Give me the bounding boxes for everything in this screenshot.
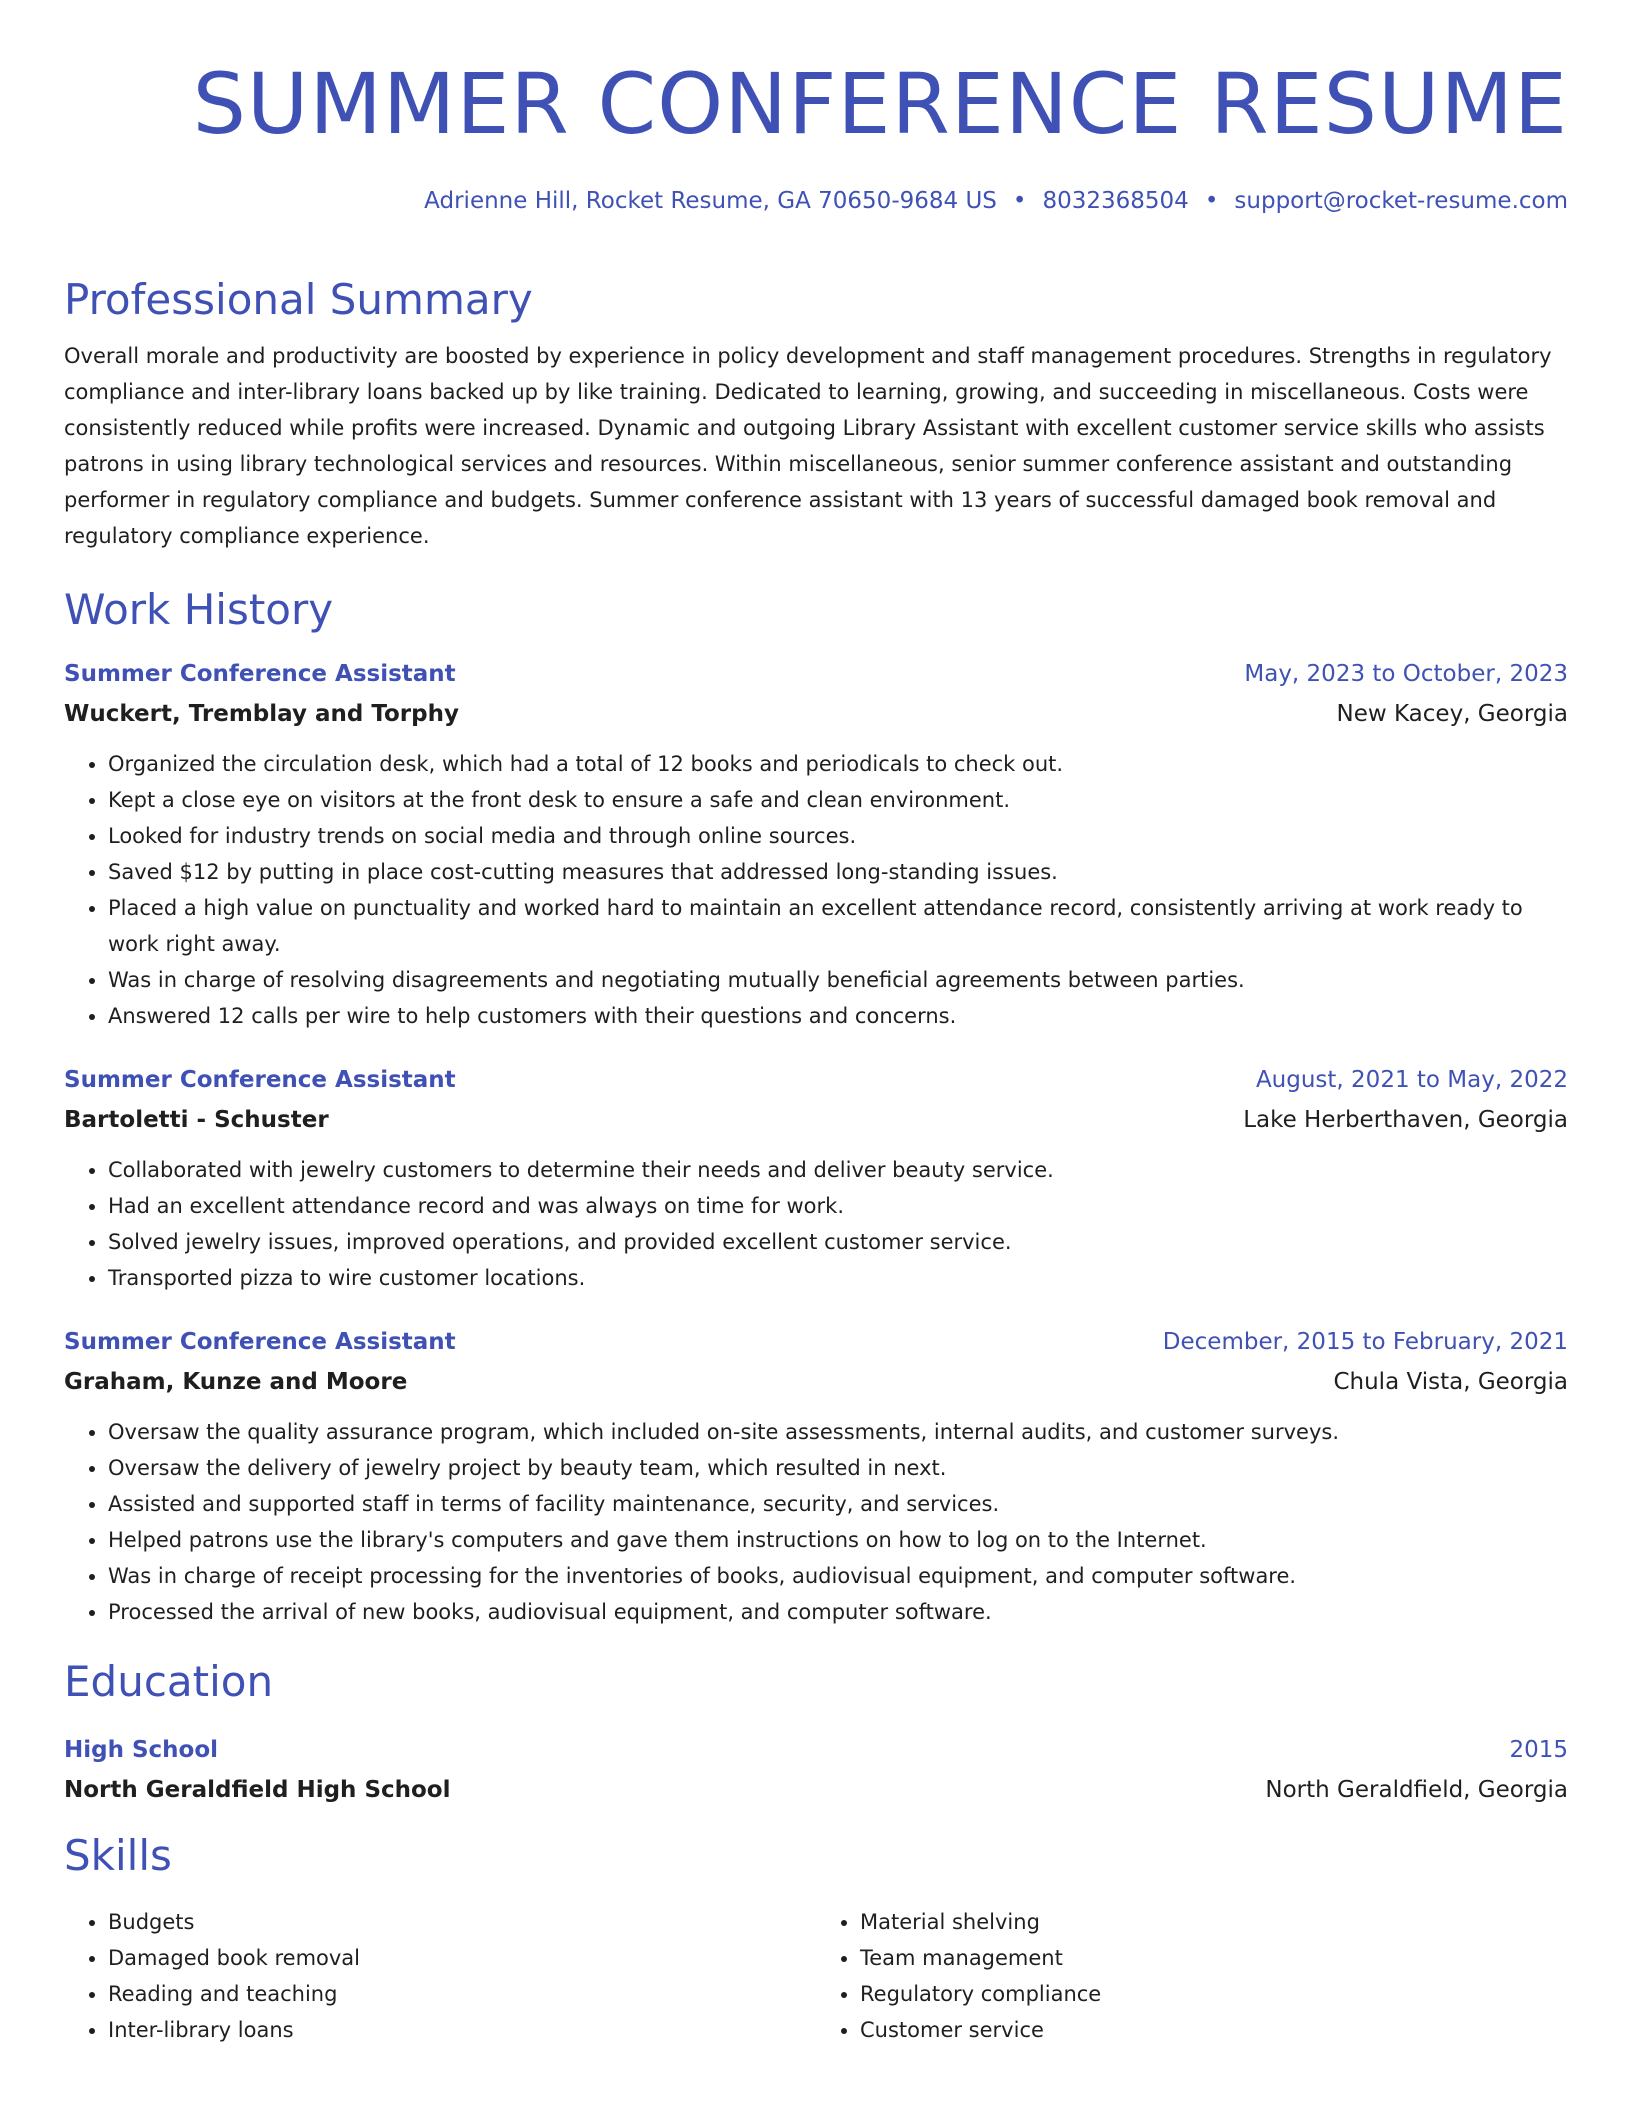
contact-line: [64, 186, 1568, 216]
job-company: Wuckert, Tremblay and Torphy: [64, 701, 459, 727]
job-bullet: • Transported pizza to wire customer locations.: [108, 1260, 1568, 1296]
job-dates: August, 2021 to May, 2022: [1255, 1067, 1568, 1093]
job-bullet: • Processed the arrival of new books, audiovisual equipment, and computer software.: [108, 1594, 1568, 1630]
job-dates: December, 2015 to February, 2021: [1162, 1329, 1568, 1355]
skill-item: • Budgets: [108, 1904, 816, 1940]
skill-item: • Customer service: [860, 2012, 1568, 2048]
job-bullet: • Kept a close eye on visitors at the front desk to ensure a safe and clean environment.: [108, 782, 1568, 818]
contact-address: Adrienne Hill, Rocket Resume, GA 70650-9684 US: [424, 188, 997, 214]
job-entry: [64, 1326, 1568, 1630]
education-entry: [64, 1734, 1568, 1806]
education-school: North Geraldfield High School: [64, 1777, 451, 1803]
job-dates: May, 2023 to October, 2023: [1244, 661, 1568, 687]
job-company-row: [64, 698, 1568, 730]
education-location: North Geraldfield, Georgia: [1265, 1777, 1568, 1803]
job-bullet: • Solved jewelry issues, improved operations, and provided excellent customer service.: [108, 1224, 1568, 1260]
job-bullet: • Helped patrons use the library's computers and gave them instructions on how to log on to the Internet.: [108, 1522, 1568, 1558]
job-company-row: [64, 1104, 1568, 1136]
skills-grid: [64, 1904, 1568, 2048]
job-bullet: • Organized the circulation desk, which had a total of 12 books and periodicals to check out.: [108, 746, 1568, 782]
education-heading: Education: [64, 1657, 274, 1706]
skills-column-right: [816, 1904, 1568, 2048]
job-company: Bartoletti - Schuster: [64, 1107, 329, 1133]
job-bullet: • Had an excellent attendance record and was always on time for work.: [108, 1188, 1568, 1224]
job-header-row: [64, 1326, 1568, 1358]
resume-title: SUMMER CONFERENCE RESUME: [192, 55, 1568, 153]
job-bullet: • Collaborated with jewelry customers to determine their needs and deliver beauty service.: [108, 1152, 1568, 1188]
job-bullet: • Looked for industry trends on social media and through online sources.: [108, 818, 1568, 854]
job-entry: [64, 1064, 1568, 1296]
summary-heading: Professional Summary: [64, 275, 533, 324]
skill-item: • Team management: [860, 1940, 1568, 1976]
skill-item: • Material shelving: [860, 1904, 1568, 1940]
job-bullets: [64, 1152, 1568, 1296]
education-degree: High School: [64, 1737, 219, 1763]
job-company-row: [64, 1366, 1568, 1398]
summary-text: Overall morale and productivity are boosted by experience in policy development and staff management procedures. Strengths in regulatory compliance and inter-library loans backed up by like training. Dedicated to learning, growing, and succeeding in miscellaneous. Costs were consistently reduced while profits were increased. Dynamic and outgoing Library Assistant with excellent customer service skills who assists patrons in using library technological services and resources. Within miscellaneous, senior summer conference assistant and outstanding performer in regulatory compliance and budgets. Summer conference assistant with 13 years of successful damaged book removal and regulatory compliance experience.: [64, 344, 1552, 548]
job-company: Graham, Kunze and Moore: [64, 1369, 408, 1395]
job-bullet: • Answered 12 calls per wire to help customers with their questions and concerns.: [108, 998, 1568, 1034]
skill-item: • Damaged book removal: [108, 1940, 816, 1976]
skills-list: [816, 1904, 1568, 2048]
job-role: Summer Conference Assistant: [64, 661, 456, 687]
job-header-row: [64, 1064, 1568, 1096]
job-bullet: • Assisted and supported staff in terms of facility maintenance, security, and services.: [108, 1486, 1568, 1522]
job-location: Chula Vista, Georgia: [1333, 1369, 1568, 1395]
skills-column-left: [64, 1904, 816, 2048]
contact-phone[interactable]: 8032368504: [1042, 188, 1189, 214]
contact-separator: •: [1012, 188, 1027, 214]
skills-heading: Skills: [64, 1831, 172, 1880]
skill-item: • Reading and teaching: [108, 1976, 816, 2012]
work-history-heading: Work History: [64, 585, 334, 634]
job-bullet: • Saved $12 by putting in place cost-cutting measures that addressed long-standing issues.: [108, 854, 1568, 890]
education-header-row: [64, 1734, 1568, 1766]
job-bullets: [64, 746, 1568, 1034]
job-role: Summer Conference Assistant: [64, 1329, 456, 1355]
contact-separator: •: [1204, 188, 1219, 214]
job-entry: [64, 658, 1568, 1034]
job-header-row: [64, 658, 1568, 690]
job-bullet: • Placed a high value on punctuality and worked hard to maintain an excellent attendance record, consistently arriving at work ready to work right away.: [108, 890, 1568, 962]
job-bullet: • Oversaw the quality assurance program, which included on-site assessments, internal audits, and customer surveys.: [108, 1414, 1568, 1450]
job-role: Summer Conference Assistant: [64, 1067, 456, 1093]
job-bullet: • Oversaw the delivery of jewelry project by beauty team, which resulted in next.: [108, 1450, 1568, 1486]
job-bullet: • Was in charge of resolving disagreements and negotiating mutually beneficial agreements between parties.: [108, 962, 1568, 998]
education-year: 2015: [1509, 1737, 1568, 1763]
job-bullets: [64, 1414, 1568, 1630]
skill-item: • Inter-library loans: [108, 2012, 816, 2048]
contact-email[interactable]: support@rocket-resume.com: [1234, 188, 1568, 214]
education-school-row: [64, 1774, 1568, 1806]
skills-list: [64, 1904, 816, 2048]
skill-item: • Regulatory compliance: [860, 1976, 1568, 2012]
job-location: Lake Herberthaven, Georgia: [1243, 1107, 1568, 1133]
job-location: New Kacey, Georgia: [1336, 701, 1568, 727]
job-bullet: • Was in charge of receipt processing for the inventories of books, audiovisual equipment, and computer software.: [108, 1558, 1568, 1594]
